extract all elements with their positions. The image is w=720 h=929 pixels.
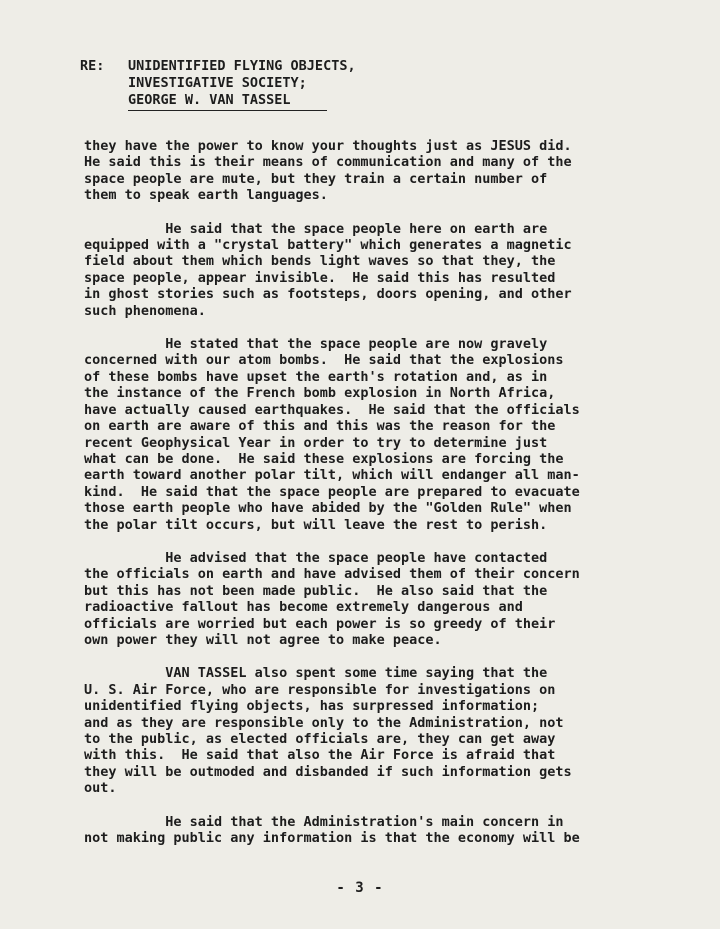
text-line: those earth people who have abided by the "Golden Rule" when <box>84 500 572 517</box>
paragraph <box>84 336 694 533</box>
text-line: He stated that the space people are now gravely <box>84 336 548 353</box>
text-line: them to speak earth languages. <box>84 187 328 204</box>
text-line: officials are worried but each power is so greedy of their <box>84 615 556 632</box>
text-line: VAN TASSEL also spent some time saying that the <box>84 665 548 682</box>
text-line: earth toward another polar tilt, which will endanger all man- <box>84 467 580 484</box>
page-number: - 3 - <box>336 880 384 896</box>
text-line: concerned with our atom bombs. He said that the explosions <box>84 352 564 369</box>
document-body <box>84 138 694 863</box>
text-line: of these bombs have upset the earth's rotation and, as in <box>84 368 548 385</box>
text-line: the instance of the French bomb explosion in North Africa, <box>84 385 556 402</box>
text-line: out. <box>84 780 117 797</box>
paragraph <box>84 814 694 847</box>
text-line: and as they are responsible only to the Administration, not <box>84 714 564 731</box>
subject-header <box>80 58 410 111</box>
paragraph <box>84 665 694 796</box>
text-line: they will be outmoded and disbanded if such information gets <box>84 763 572 780</box>
paragraph <box>84 550 694 648</box>
paragraph <box>84 138 694 204</box>
text-line: He advised that the space people have contacted <box>84 549 548 566</box>
text-line: recent Geophysical Year in order to try to determine just <box>84 434 548 451</box>
text-line: not making public any information is that the economy will be <box>84 830 580 847</box>
subject-text: INVESTIGATIVE SOCIETY; <box>128 75 307 91</box>
subject-line-2 <box>80 75 410 92</box>
text-line: such phenomena. <box>84 302 206 319</box>
text-line: in ghost stories such as footsteps, doors opening, and other <box>84 286 572 303</box>
text-line: but this has not been made public. He also said that the <box>84 582 548 599</box>
subject-text: GEORGE W. VAN TASSEL <box>128 92 327 111</box>
text-line: U. S. Air Force, who are responsible for investigations on <box>84 681 556 698</box>
text-line: He said this is their means of communication and many of the <box>84 154 572 171</box>
text-line: He said that the Administration's main concern in <box>84 813 564 830</box>
text-line: have actually caused earthquakes. He said that the officials <box>84 401 580 418</box>
text-line: kind. He said that the space people are prepared to evacuate <box>84 483 580 500</box>
text-line: He said that the space people here on earth are <box>84 220 548 237</box>
text-line: unidentified flying objects, has surpressed information; <box>84 698 540 715</box>
text-line: the officials on earth and have advised them of their concern <box>84 566 580 583</box>
text-line: the polar tilt occurs, but will leave the rest to perish. <box>84 516 548 533</box>
text-line: space people, appear invisible. He said this has resulted <box>84 269 556 286</box>
text-line: equipped with a "crystal battery" which generates a magnetic <box>84 237 572 254</box>
text-line: what can be done. He said these explosions are forcing the <box>84 450 564 467</box>
subject-text: UNIDENTIFIED FLYING OBJECTS, <box>128 58 356 74</box>
subject-line-3 <box>80 92 410 111</box>
text-line: own power they will not agree to make peace. <box>84 631 442 648</box>
text-line: space people are mute, but they train a certain number of <box>84 170 548 187</box>
re-label: RE: <box>80 58 105 74</box>
text-line: they have the power to know your thoughts just as JESUS did. <box>84 138 572 154</box>
text-line: to the public, as elected officials are, they can get away <box>84 731 556 747</box>
text-line: with this. He said that also the Air Force is afraid that <box>84 747 556 764</box>
paragraph <box>84 221 694 319</box>
subject-line-1 <box>80 58 410 75</box>
text-line: radioactive fallout has become extremely dangerous and <box>84 599 523 616</box>
text-line: on earth are aware of this and this was the reason for the <box>84 418 556 435</box>
text-line: field about them which bends light waves so that they, the <box>84 253 556 270</box>
